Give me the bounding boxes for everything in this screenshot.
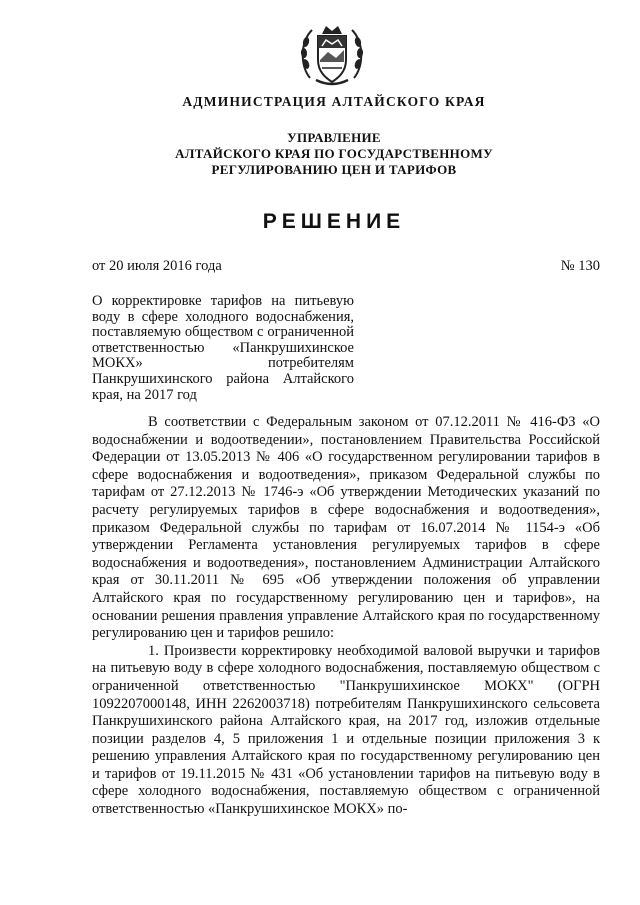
- coat-of-arms-icon: [296, 20, 368, 90]
- administration-title: АДМИНИСТРАЦИЯ АЛТАЙСКОГО КРАЯ: [182, 94, 486, 109]
- department-line-3: РЕГУЛИРОВАНИЮ ЦЕН И ТАРИФОВ: [211, 162, 457, 177]
- department-line-2: АЛТАЙСКОГО КРАЯ ПО ГОСУДАРСТВЕННОМУ: [175, 146, 493, 161]
- preamble-paragraph: В соответствии с Федеральным законом от 07.12.2011 № 416-ФЗ «О водоснабжении и водоотведении», постановлением Правительства Российской Федерации от 13.05.2013 № 406 «О государственном регулировании тарифов в сфере водоснабжения и водоотведения», приказом Федеральной службы по тарифам от 27.12.2013 № 1746-э «Об утверждении Методических указаний по расчету регулируемых тарифов в сфере водоснабжения и водоотведения», приказом Федеральной службы по тарифам от 16.07.2014 № 1154-э «Об утверждении Регламента установления регулируемых тарифов в сфере водоснабжения и водоотведения», постановлением Администрации Алтайского края от 30.11.2011 № 695 «Об утверждении положения об управлении Алтайского края по государственному регулированию цен и тарифов», на основании решения правления управление Алтайского края по государственному регулированию цен и тарифов решило:: [92, 414, 600, 642]
- document-type: РЕШЕНИЕ: [262, 210, 406, 233]
- item-1-paragraph: 1. Произвести корректировку необходимой валовой выручки и тарифов на питьевую воду в сфере холодного водоснабжения, поставляемую обществом с ограниченной ответственностью "Панкрушихинское МОКХ" (ОГРН 1092207000148, ИНН 2262003718) потребителям Панкрушихинского сельсовета Панкрушихинского района Алтайского края, на 2017 год, изложив отдельные позиции разделов 4, 5 приложения 1 и отдельные позиции приложения 3 к решению управления Алтайского края по государственному регулированию цен и тарифов от 19.11.2015 № 431 «Об установлении тарифов на питьевую воду в сфере холодного водоснабжения, поставляемую обществом с ограниченной ответственностью «Панкрушихинское МОКХ» по-: [92, 642, 600, 818]
- department-line-1: УПРАВЛЕНИЕ: [287, 130, 381, 145]
- document-date: от 20 июля 2016 года: [92, 258, 222, 274]
- department-title: [14, 130, 640, 178]
- document-subject: О корректировке тарифов на питьевую воду в сфере холодного водоснабжения, поставляемую обществом с ограниченной ответственностью «Панкрушихинское МОКХ» потребителям Панкрушихинского района Алтайского края, на 2017 год: [92, 293, 354, 403]
- document-body: [92, 414, 600, 819]
- document-number: № 130: [560, 258, 600, 274]
